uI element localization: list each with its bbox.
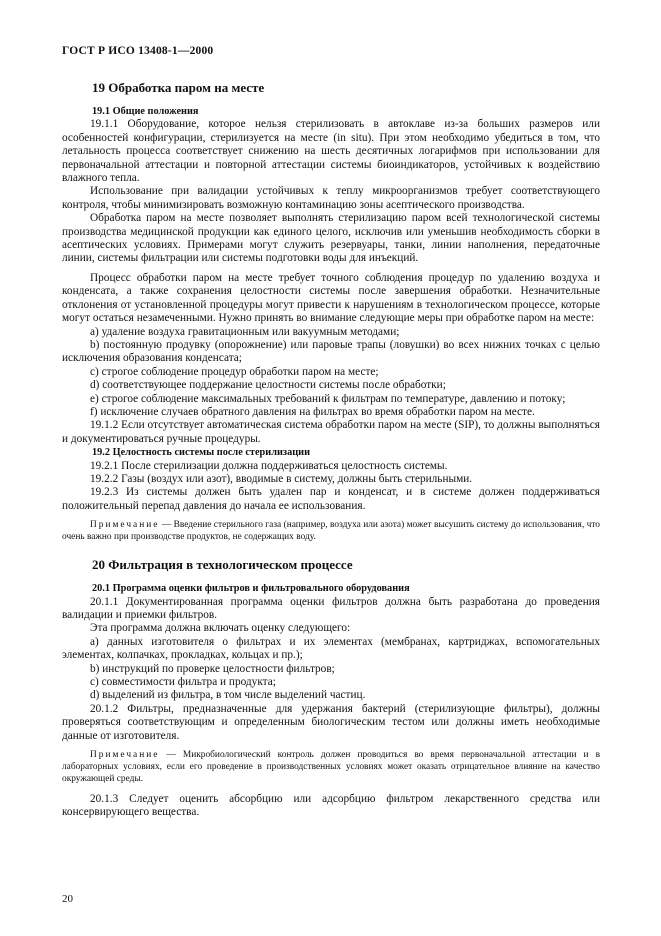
page-content [62,72,600,820]
list-item: d) выделений из фильтра, в том числе выделений частиц. [90,689,366,702]
paragraph-20-1-3: 20.1.3 Следует оценить абсорбцию или адсорбцию фильтром лекарственного средства или консервирующего вещества. [62,793,600,819]
paragraph-19-2-3: 19.2.3 Из системы должен быть удален пар и конденсат, и в системе должен поддерживаться положительный перепад давления до начала ее использования. [62,486,600,512]
note-20 [62,749,600,785]
list-item: a) данных изготовителя о фильтрах и их элементах (мембранах, картриджах, вспомогательных элементах, колпачках, прокладках, кольцах и пр.); [62,635,600,662]
paragraph-19-1-2: 19.1.2 Если отсутствует автоматическая система обработки паром на месте (SIP), то должны выполняться и документироваться ручные процедуры. [62,419,600,445]
list-item: b) инструкций по проверке целостности фильтров; [90,662,335,675]
paragraph-19-2-2: 19.2.2 Газы (воздух или азот), вводимые в систему, должны быть стерильными. [90,472,473,485]
page-number: 20 [62,893,73,905]
section-20-title: 20 Фильтрация в технологическом процессе [92,557,353,573]
paragraph: Процесс обработки паром на месте требует точного соблюдения процедур по удалению воздуха и конденсата, а также сохранения целостности системы после завершения обработки. Незначительные отклонения от установленной процедуры могут привести к нарушениям в технологическом процессе, которые могут остаться незамеченными. Нужно принять во внимание следующие меры при обработке паром на месте: [62,271,600,325]
list-item: f) исключение случаев обратного давления на фильтрах во время обработки паром на месте. [90,405,535,418]
paragraph: Использование при валидации устойчивых к теплу микроорганизмов требует соответствующего контроля, чтобы минимизировать возможную контаминацию зоны асептического производства. [62,185,600,211]
section-19-title: 19 Обработка паром на месте [92,80,265,95]
list-item: c) строгое соблюдение процедур обработки паром на месте; [90,365,379,378]
paragraph-19-1-1: 19.1.1 Оборудование, которое нельзя стерилизовать в автоклаве из-за больших размеров или особенностей конфигурации, стерилизуется на месте (in situ). При этом необходимо убедиться в том, что летальность процесса соответствует снижению на шесть десятичных логарифмов при использовании для первоначальной аттестации и повторной аттестации системы биоиндикаторов, устойчивых к воздействию влажного тепла. [62,118,600,185]
subsection-19-2-title: 19.2 Целостность системы после стерилизации [92,447,311,459]
note-19 [62,519,600,543]
subsection-20-1-title: 20.1 Программа оценки фильтров и фильтровального оборудования [92,583,410,595]
note-label: Примечание [90,750,160,761]
list-item: e) строгое соблюдение максимальных требований к фильтрам по температуре, давлению и потоку; [90,392,566,405]
list-item: c) совместимости фильтра и продукта; [90,676,276,689]
subsection-19-1-title: 19.1 Общие положения [92,106,199,117]
list-item: b) постоянную продувку (опорожнение) или паровые трапы (ловушки) во всех нижних точках с целью исключения образования конденсата; [62,338,600,365]
list-item: d) соответствующее поддержание целостности системы после обработки; [90,379,446,392]
note-text: — Введение стерильного газа (например, воздуха или азота) может высушить систему до использования, что очень важно при производстве продуктов, не содержащих воду. [62,520,600,543]
note-text: — Микробиологический контроль должен проводиться во время первоначальной аттестации и в лабораторных условиях, если его проведение в производственных условиях может оказать отрицательное влияние на качество окружающей среды. [62,750,600,785]
paragraph-20-1-2: 20.1.2 Фильтры, предназначенные для удержания бактерий (стерилизующие фильтры), должны проверяться соответствующим и определенным биологическим тестом или должны иметь необходимые данные от изготовителя. [62,702,600,742]
paragraph-20-1-1: 20.1.1 Документированная программа оценки фильтров должна быть разработана до проведения валидации и приемки фильтров. [62,595,600,621]
note-label: Примечание [90,520,160,531]
paragraph: Эта программа должна включать оценку следующего: [90,622,351,635]
document-code-header: ГОСТ Р ИСО 13408-1—2000 [62,45,214,57]
list-item: a) удаление воздуха гравитационным или вакуумным методами; [90,325,400,338]
paragraph-19-2-1: 19.2.1 После стерилизации должна поддерживаться целостность системы. [90,459,448,472]
paragraph: Обработка паром на месте позволяет выполнять стерилизацию паром всей технологической системы производства медицинской продукции как единого целого, исключив или уменьшив необходимость сборки в асептических условиях. Примерами могут служить резервуары, танки, линии наполнения, передаточные линии, системы фильтрации или системы подготовки воды для инъекций. [62,212,600,265]
